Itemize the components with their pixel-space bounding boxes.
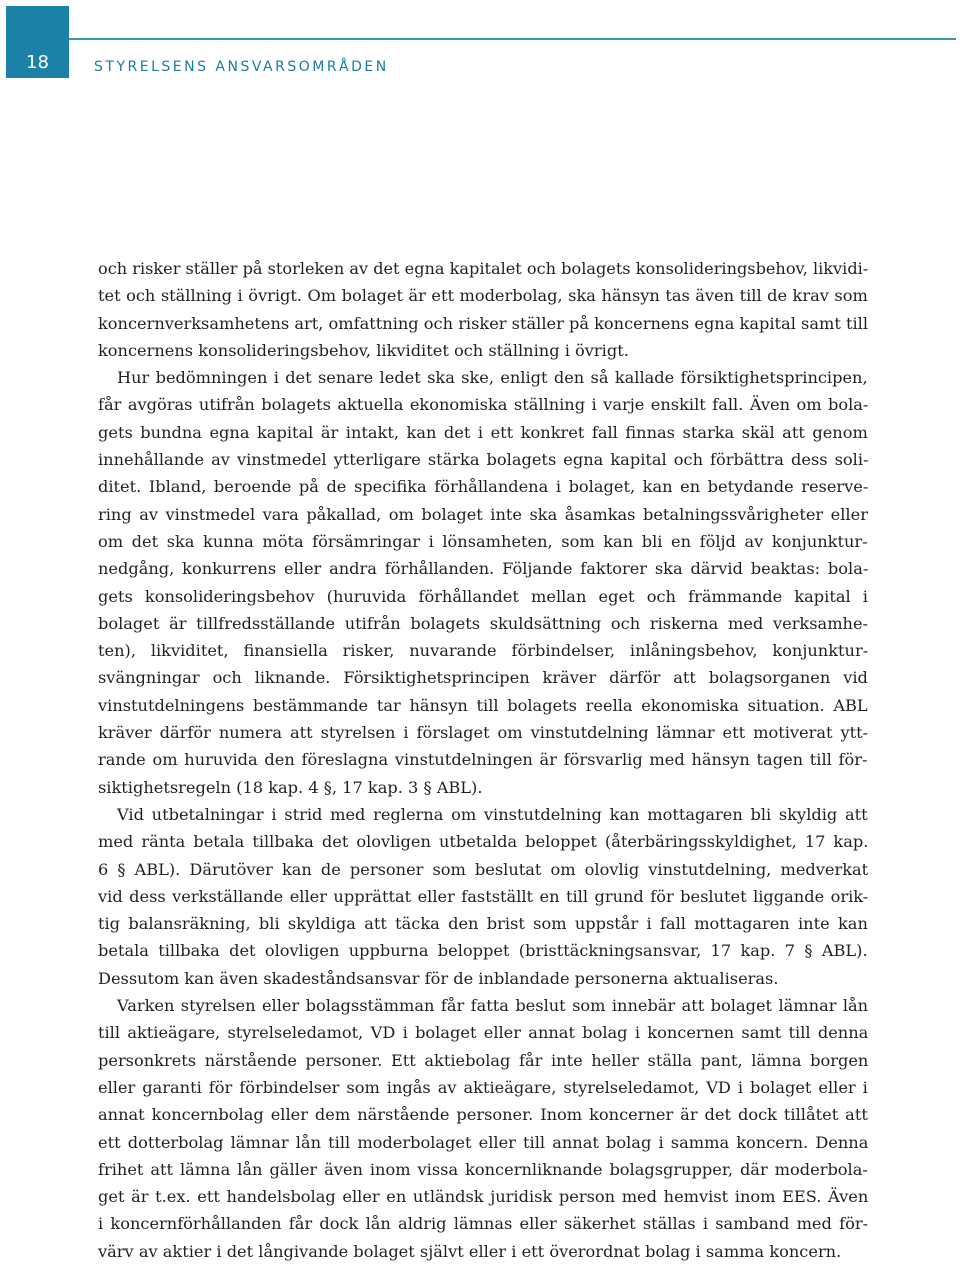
- text-line: gets konsolideringsbehov (huruvida förhållandet mellan eget och främmande kapital i: [98, 586, 868, 606]
- text-line: med ränta betala tillbaka det olovligen utbetalda beloppet (återbäringsskyldighet, 17 kap.: [98, 832, 869, 852]
- page-number: 18: [26, 52, 49, 73]
- text-line: kräver därför numera att styrelsen i förslaget om vinstutdelning lämnar ett motiverat ytt-: [98, 723, 869, 743]
- text-line: get är t.ex. ett handelsbolag eller en utländsk juridisk person med hemvist inom EES. Även: [98, 1187, 869, 1207]
- paragraph-first-line: Hur bedömningen i det senare ledet ska ske, enligt den så kallade försiktighetsprincipen,: [117, 368, 868, 388]
- paragraph-first-line: Varken styrelsen eller bolagsstämman får fatta beslut som innebär att bolaget lämnar lån: [117, 996, 869, 1016]
- text-line: ditet. Ibland, beroende på de specifika förhållandena i bolaget, kan en betydande reserve-: [98, 477, 869, 497]
- text-line: frihet att lämna lån gäller även inom vissa koncernliknande bolagsgrupper, där moderbola-: [98, 1159, 868, 1179]
- text-line: Dessutom kan även skadeståndsansvar för de inblandade personerna aktualiseras.: [98, 968, 779, 988]
- text-line: innehållande av vinstmedel ytterligare stärka bolagets egna kapital och förbättra dess soli-: [98, 450, 869, 470]
- text-line: får avgöras utifrån bolagets aktuella ekonomiska ställning i varje enskilt fall. Även om bola-: [98, 395, 869, 415]
- text-line: vinstutdelningens bestämmande tar hänsyn till bolagets reella ekonomiska situation. ABL: [98, 695, 868, 715]
- section-title: STYRELSENS ANSVARSOMRÅDEN: [94, 59, 389, 75]
- text-line: bolaget är tillfredsställande utifrån bolagets skuldsättning och riskerna med verksamhe-: [98, 613, 869, 633]
- text-line: värv av aktier i det långivande bolaget självt eller i ett överordnat bolag i samma koncern.: [98, 1241, 842, 1261]
- text-line: ring av vinstmedel vara påkallad, om bolaget inte ska åsamkas betalningssvårigheter eller: [98, 504, 868, 524]
- text-line: annat koncernbolag eller dem närstående personer. Inom koncerner är det dock tillåtet att: [98, 1105, 868, 1125]
- header-rule: [69, 38, 956, 40]
- body-text: [98, 255, 868, 1265]
- text-line: tet och ställning i övrigt. Om bolaget är ett moderbolag, ska hänsyn tas även till de krav som: [98, 286, 868, 306]
- text-line: gets bundna egna kapital är intakt, kan det i ett konkret fall finnas starka skäl att genom: [98, 422, 868, 442]
- text-line: koncernens konsolideringsbehov, likviditet och ställning i övrigt.: [98, 340, 629, 360]
- text-line: nedgång, konkurrens eller andra förhållanden. Följande faktorer ska därvid beaktas: bola-: [98, 559, 869, 579]
- paragraph-first-line: Vid utbetalningar i strid med reglerna om vinstutdelning kan mottagaren bli skyldig att: [117, 804, 868, 824]
- text-line: i koncernförhållanden får dock lån aldrig lämnas eller säkerhet ställas i samband med för-: [98, 1214, 869, 1234]
- text-line: personkrets närstående personer. Ett aktiebolag får inte heller ställa pant, lämna borgen: [98, 1050, 869, 1070]
- text-line: tig balansräkning, bli skyldiga att täcka den brist som uppstår i fall mottagaren inte kan: [98, 914, 868, 934]
- text-line: siktighetsregeln (18 kap. 4 §, 17 kap. 3 § ABL).: [98, 777, 483, 797]
- text-line: 6 § ABL). Därutöver kan de personer som beslutat om olovlig vinstutdelning, medverkat: [98, 859, 869, 879]
- text-line: om det ska kunna möta försämringar i lönsamheten, som kan bli en följd av konjunktur-: [98, 531, 868, 551]
- text-line: till aktieägare, styrelseledamot, VD i bolaget eller annat bolag i koncernen samt till denna: [98, 1023, 869, 1043]
- text-line: koncernverksamhetens art, omfattning och risker ställer på koncernens egna kapital samt till: [98, 313, 869, 333]
- text-line: betala tillbaka det olovligen uppburna beloppet (bristtäckningsansvar, 17 kap. 7 § ABL).: [98, 941, 868, 961]
- text-line: rande om huruvida den föreslagna vinstutdelningen är försvarlig med hänsyn tagen till för-: [98, 750, 868, 770]
- text-line: ett dotterbolag lämnar lån till moderbolaget eller till annat bolag i samma koncern. Denna: [98, 1132, 869, 1152]
- text-line: svängningar och liknande. Försiktighetsprincipen kräver därför att bolagsorganen vid: [98, 668, 868, 688]
- text-line: och risker ställer på storleken av det egna kapitalet och bolagets konsolideringsbehov, likvidi-: [98, 259, 869, 278]
- text-line: eller garanti för förbindelser som ingås av aktieägare, styrelseledamot, VD i bolaget eller i: [98, 1077, 868, 1097]
- text-line: vid dess verkställande eller upprättat eller fastställt en till grund för beslutet liggande orik-: [98, 886, 869, 906]
- text-line: ten), likviditet, finansiella risker, nuvarande förbindelser, inlåningsbehov, konjunktur-: [98, 641, 869, 661]
